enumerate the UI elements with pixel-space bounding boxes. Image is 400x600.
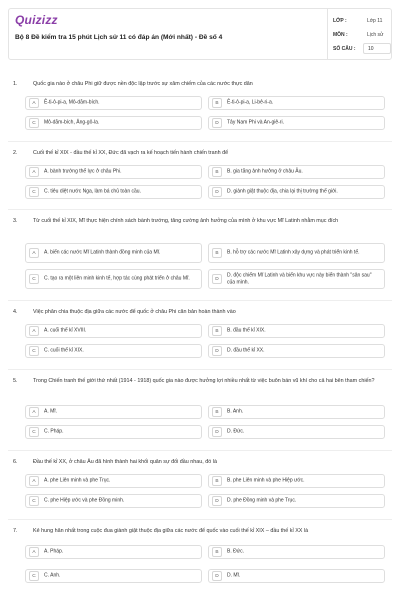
- question-divider: [8, 209, 392, 210]
- option-letter: A: [29, 476, 39, 486]
- option-d[interactable]: [208, 269, 385, 289]
- option-text: C. tạo ra một liên minh kinh tế, hợp tác cùng phát triển ở châu Mĩ.: [44, 275, 190, 282]
- question-number: 6.: [13, 459, 18, 465]
- meta-subject: [333, 29, 391, 41]
- option-letter: C: [29, 571, 39, 581]
- question-text: Trong Chiến tranh thế giới thứ nhất (1914 - 1918) quốc gia nào được hưởng lợi nhiều nhất từ việc buôn bán vũ khí cho cả hai bên tham chiến?: [33, 378, 375, 384]
- class-label: LỚP :: [333, 18, 347, 24]
- document-title: Bộ 8 Đề kiểm tra 15 phút Lịch sử 11 có đáp án (Mới nhất) - Đề số 4: [15, 34, 223, 41]
- option-letter: C: [29, 118, 39, 128]
- option-text: Tây Nam Phi và An-giê-ri.: [227, 119, 284, 126]
- option-d[interactable]: [208, 116, 385, 130]
- option-b[interactable]: [208, 165, 385, 179]
- meta-count: [333, 43, 391, 55]
- option-letter: C: [29, 274, 39, 284]
- option-text: C. cuối thế kỉ XIX.: [44, 347, 84, 354]
- option-d[interactable]: [208, 344, 385, 358]
- option-letter: C: [29, 346, 39, 356]
- count-label: SỐ CÂU :: [333, 46, 356, 52]
- option-letter: C: [29, 187, 39, 197]
- option-c[interactable]: [25, 116, 202, 130]
- option-letter: D: [212, 571, 222, 581]
- option-letter: D: [212, 496, 222, 506]
- question-number: 4.: [13, 309, 18, 315]
- option-text: Ê-ti-ô-pi-a, Mô-dăm-bích.: [44, 99, 100, 106]
- option-a[interactable]: [25, 165, 202, 179]
- meta-divider: [327, 9, 328, 59]
- option-text: D. phe Đồng minh và phe Trục.: [227, 497, 297, 504]
- option-letter: B: [212, 476, 222, 486]
- option-text: A. biến các nước Mĩ Latinh thành đồng minh của Mĩ.: [44, 249, 161, 256]
- option-letter: B: [212, 547, 222, 557]
- question-divider: [8, 369, 392, 370]
- option-letter: D: [212, 346, 222, 356]
- option-letter: A: [29, 98, 39, 108]
- option-a[interactable]: [25, 474, 202, 488]
- option-c[interactable]: [25, 344, 202, 358]
- option-d[interactable]: [208, 494, 385, 508]
- option-b[interactable]: [208, 545, 385, 559]
- option-text: C. Pháp.: [44, 428, 64, 435]
- question-text: Cuối thế kỉ XIX - đầu thế kỉ XX, Đức đã vạch ra kế hoạch tiến hành chiến tranh để: [33, 150, 229, 156]
- option-letter: B: [212, 407, 222, 417]
- option-text: A. Mĩ.: [44, 408, 58, 415]
- option-a[interactable]: [25, 545, 202, 559]
- option-b[interactable]: [208, 405, 385, 419]
- option-text: D. Đức.: [227, 428, 245, 435]
- option-text: Ê-ti-ô-pi-a, Li-bê-ri-a.: [227, 99, 274, 106]
- subject-value: Lịch sử: [367, 32, 384, 38]
- question-divider: [8, 519, 392, 520]
- option-letter: C: [29, 427, 39, 437]
- option-text: B. gia tăng ảnh hưởng ở châu Âu.: [227, 168, 303, 175]
- question-number: 7.: [13, 528, 18, 534]
- option-b[interactable]: [208, 324, 385, 338]
- question-number: 5.: [13, 378, 18, 384]
- option-text: A. cuối thế kỉ XVIII.: [44, 327, 87, 334]
- count-box: [363, 43, 391, 54]
- option-letter: D: [212, 118, 222, 128]
- option-b[interactable]: [208, 243, 385, 263]
- option-text: C. Anh.: [44, 572, 61, 579]
- option-letter: B: [212, 167, 222, 177]
- option-text: C. tiêu diệt nước Nga, làm bá chủ toàn cầu.: [44, 188, 141, 195]
- option-c[interactable]: [25, 494, 202, 508]
- option-letter: B: [212, 248, 222, 258]
- count-value: 10: [368, 46, 374, 52]
- option-text: Mô-dăm-bích, Ăng-gô-la.: [44, 119, 100, 126]
- option-text: D. Mĩ.: [227, 572, 241, 579]
- option-a[interactable]: [25, 324, 202, 338]
- option-c[interactable]: [25, 569, 202, 583]
- question-text: Từ cuối thế kỉ XIX, Mĩ thực hiện chính sách bành trướng, tăng cường ảnh hưởng của mình ở khu vực Mĩ Latinh nhằm mục đích: [33, 218, 339, 224]
- option-text: D. đầu thế kỉ XX.: [227, 347, 265, 354]
- option-text: C. phe Hiệp ước và phe Đồng minh.: [44, 497, 125, 504]
- option-a[interactable]: [25, 405, 202, 419]
- quizizz-logo: Quizizz: [15, 13, 58, 27]
- option-text: A. phe Liên minh và phe Trục.: [44, 477, 111, 484]
- question-text: Quốc gia nào ở châu Phi giữ được nền độc lập trước sự xâm chiếm của các nước thực dân: [33, 81, 253, 87]
- option-c[interactable]: [25, 269, 202, 289]
- option-text: D. giành giật thuộc địa, chia lại thị trường thế giới.: [227, 188, 338, 195]
- option-d[interactable]: [208, 185, 385, 199]
- option-text: A. bành trướng thế lực ở châu Phi.: [44, 168, 122, 175]
- meta-class: [333, 15, 391, 27]
- question-text: Kẻ hung hăn nhất trong cuộc đua giành giật thuộc địa giữa các nước để quốc vào cuối thế kỉ XIX – đầu thế kỉ XX là: [33, 528, 309, 534]
- question-number: 2.: [13, 150, 18, 156]
- option-text: B. đầu thế kỉ XIX.: [227, 327, 266, 334]
- document-header: [8, 8, 392, 60]
- option-b[interactable]: [208, 474, 385, 488]
- question-divider: [8, 141, 392, 142]
- option-c[interactable]: [25, 185, 202, 199]
- class-value: Lớp 11: [367, 18, 383, 24]
- option-letter: A: [29, 248, 39, 258]
- question-divider: [8, 450, 392, 451]
- option-letter: C: [29, 496, 39, 506]
- question-divider: [8, 300, 392, 301]
- option-letter: D: [212, 187, 222, 197]
- question-text: Đầu thế kỉ XX, ở châu Âu đã hình thành hai khối quân sự đối đầu nhau, đó là: [33, 459, 217, 465]
- option-letter: A: [29, 547, 39, 557]
- option-a[interactable]: [25, 243, 202, 263]
- option-letter: A: [29, 326, 39, 336]
- option-b[interactable]: [208, 96, 385, 110]
- option-text: B. phe Liên minh và phe Hiệp ước.: [227, 477, 305, 484]
- option-a[interactable]: [25, 96, 202, 110]
- option-text: D. độc chiếm Mĩ Latinh và biến khu vực này biến thành "sân sau" của mình.: [227, 272, 372, 285]
- question-number: 1.: [13, 81, 18, 87]
- option-d[interactable]: [208, 569, 385, 583]
- option-text: A. Pháp.: [44, 548, 64, 555]
- option-letter: B: [212, 326, 222, 336]
- option-d[interactable]: [208, 425, 385, 439]
- option-text: B. hỗ trợ các nước Mĩ Latinh xây dựng và phát triển kinh tế.: [227, 249, 360, 256]
- option-letter: A: [29, 167, 39, 177]
- question-number: 3.: [13, 218, 18, 224]
- option-c[interactable]: [25, 425, 202, 439]
- question-text: Việc phân chia thuộc địa giữa các nước để quốc ở châu Phi căn bản hoàn thành vào: [33, 309, 236, 315]
- option-letter: B: [212, 98, 222, 108]
- option-text: B. Anh.: [227, 408, 244, 415]
- option-letter: D: [212, 427, 222, 437]
- option-text: B. Đức.: [227, 548, 244, 555]
- option-letter: A: [29, 407, 39, 417]
- option-letter: D: [212, 274, 222, 284]
- subject-label: MÔN :: [333, 32, 348, 38]
